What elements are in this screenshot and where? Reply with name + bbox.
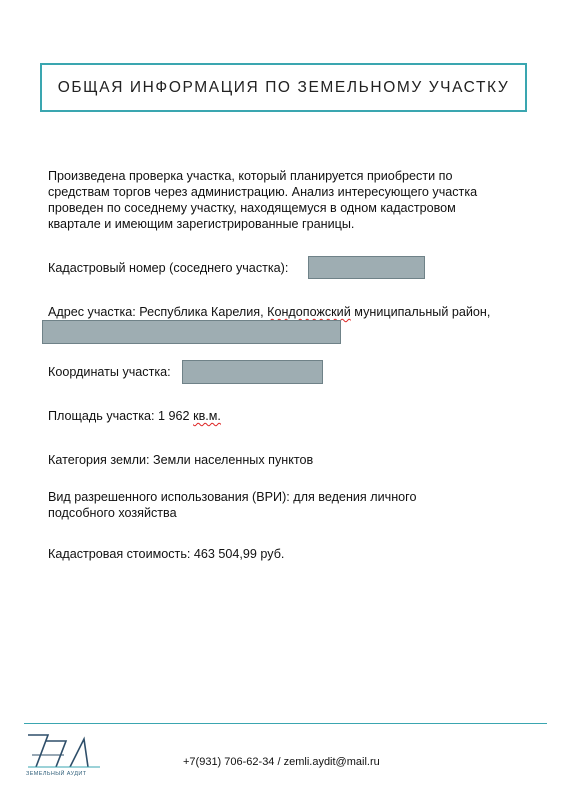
footer-contacts: +7(931) 706-62-34 / zemli.aydit@mail.ru <box>183 756 380 768</box>
area-unit: кв.м. <box>193 409 221 423</box>
address-label <box>48 304 490 321</box>
permitted-use-line: подсобного хозяйства <box>48 506 177 520</box>
address-label-end: муниципальный район, <box>350 305 491 319</box>
title-box <box>40 63 527 112</box>
address-label-flagged-word: Кондопожский <box>267 305 351 319</box>
address-label-start: Адрес участка: Республика Карелия, <box>48 305 268 319</box>
page-title: ОБЩАЯ ИНФОРМАЦИЯ ПО ЗЕМЕЛЬНОМУ УЧАСТКУ <box>57 78 510 96</box>
footer-divider <box>24 723 547 724</box>
land-category-text: Категория земли: Земли населенных пунктов <box>48 453 314 467</box>
permitted-use-line: Вид разрешенного использования (ВРИ): для ведения личного <box>48 490 417 504</box>
area-text <box>48 408 221 425</box>
intro-line: квартале и имеющим зарегистрированные границы. <box>48 217 355 231</box>
area-label: Площадь участка: 1 962 <box>48 409 194 423</box>
address-redacted <box>42 320 341 344</box>
coordinates-redacted <box>182 360 323 384</box>
coordinates-label: Координаты участка: <box>48 365 171 379</box>
intro-line: проведен по соседнему участку, находящемуся в одном кадастровом <box>48 201 456 215</box>
cadastral-number-label: Кадастровый номер (соседнего участка): <box>48 261 289 275</box>
intro-line: Произведена проверка участка, который планируется приобрести по <box>48 169 453 183</box>
cadastral-number-redacted <box>308 256 425 279</box>
cadastral-value-text: Кадастровая стоимость: 463 504,99 руб. <box>48 547 285 561</box>
logo-caption: ЗЕМЕЛЬНЫЙ АУДИТ <box>26 771 87 777</box>
intro-line: средствам торгов через администрацию. Анализ интересующего участка <box>48 185 478 199</box>
